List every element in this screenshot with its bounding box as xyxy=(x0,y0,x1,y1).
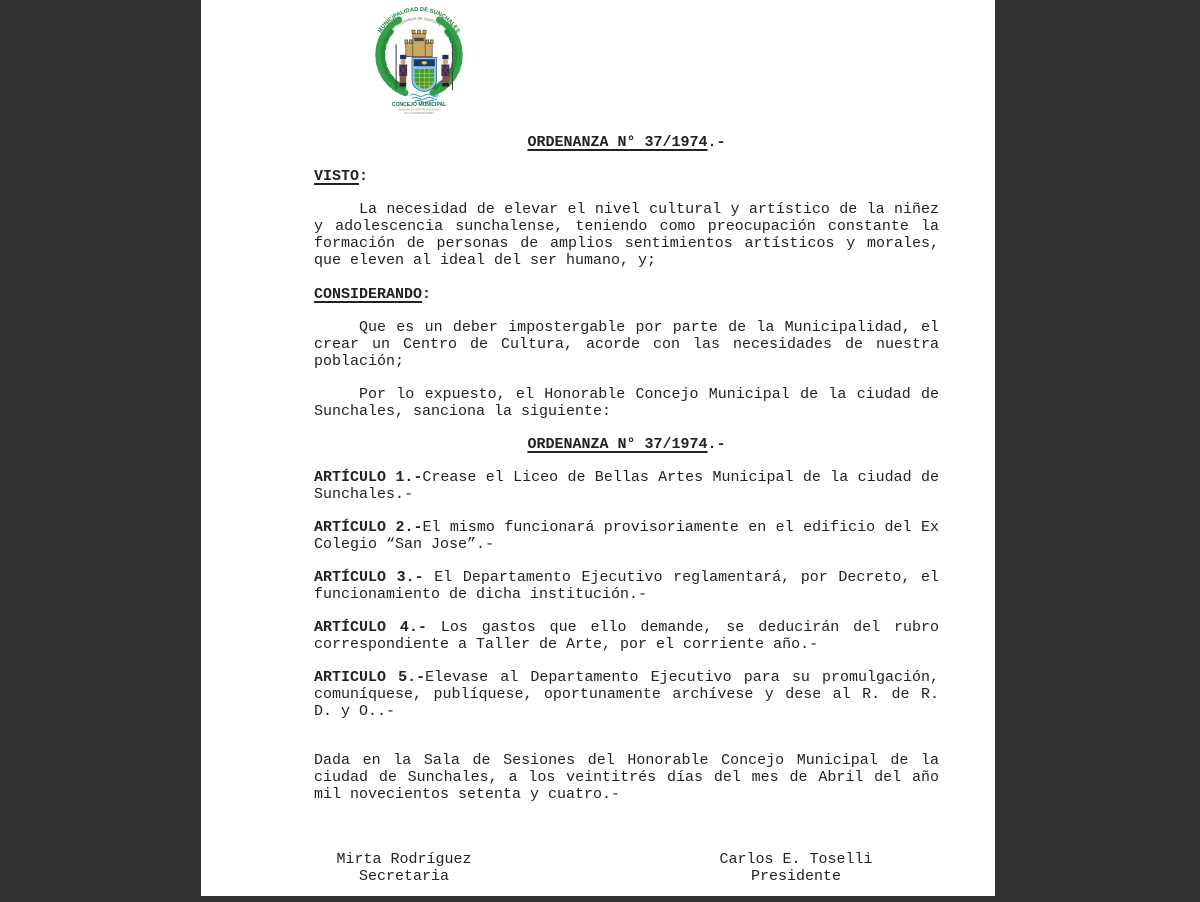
article-4 xyxy=(314,619,939,653)
article-1-text: Crease el Liceo de Bellas Artes Municipal de la ciudad de Sunchales.- xyxy=(314,469,939,503)
considerando-paragraph-2: Por lo expuesto, el Honorable Concejo Municipal de la ciudad de Sunchales, sanciona la siguiente: xyxy=(314,386,939,420)
document-body xyxy=(314,134,939,885)
castle-icon xyxy=(405,30,433,56)
article-3-text: El Departamento Ejecutivo reglamentará, por Decreto, el funcionamiento de dicha institución.- xyxy=(314,569,939,603)
signature-block xyxy=(314,851,939,885)
article-4-text: Los gastos que ello demande, se deducirán del rubro correspondiente a Taller de Arte, por el corriente año.- xyxy=(314,619,939,653)
visto-label: VISTO xyxy=(314,168,360,185)
considerando-label: CONSIDERANDO xyxy=(314,286,423,303)
considerando-heading xyxy=(314,286,939,303)
document-page xyxy=(201,0,995,896)
secretary-name: Mirta Rodríguez xyxy=(336,851,472,868)
article-3 xyxy=(314,569,939,603)
visto-paragraph: La necesidad de elevar el nivel cultural y artístico de la niñez y adolescencia sunchalense, teniendo como preocupación constante la formación de personas de amplios sentimientos artísticos y morales, que eleven al ideal del ser humano, y; xyxy=(314,201,939,269)
ordinance-title xyxy=(314,134,939,151)
article-1 xyxy=(314,469,939,503)
signature-president xyxy=(706,851,886,885)
crest-arc-title: MUNICIPALIDAD DE SUNCHALES xyxy=(377,6,461,35)
article-4-label: ARTÍCULO 4.- xyxy=(314,619,427,636)
president-name: Carlos E. Toselli xyxy=(719,851,873,868)
article-2-text: El mismo funcionará provisoriamente en el edificio del Ex Colegio “San Jose”.- xyxy=(314,519,939,553)
crest-caption-line1: SUNCHALES CAPITAL NACIONAL xyxy=(398,108,440,112)
municipality-crest xyxy=(375,2,463,120)
ordinance-title-text: ORDENANZA N° 37/1974 xyxy=(527,134,708,151)
president-role: Presidente xyxy=(750,868,841,885)
crest-caption-main: CONCEJO MUNICIPAL xyxy=(391,101,447,108)
signature-secretary xyxy=(314,851,494,885)
article-2 xyxy=(314,519,939,553)
crest-svg xyxy=(375,2,463,120)
ordinance-title-repeat xyxy=(314,436,939,453)
article-3-label: ARTÍCULO 3.- xyxy=(314,569,424,586)
crest-caption-line2: DEL COOPERATIVISMO xyxy=(404,112,434,116)
article-1-label: ARTÍCULO 1.- xyxy=(314,469,423,486)
visto-heading xyxy=(314,168,939,185)
article-5 xyxy=(314,669,939,720)
crest-arc-subtitle: PROVINCIA DE SANTA FE xyxy=(396,16,442,28)
article-5-label: ARTICULO 5.- xyxy=(314,669,426,686)
closing-paragraph: Dada en la Sala de Sesiones del Honorable Concejo Municipal de la ciudad de Sunchales, a los veintitrés días del mes de Abril del año mil novecientos setenta y cuatro.- xyxy=(314,752,939,803)
ordinance-title-repeat-text: ORDENANZA N° 37/1974 xyxy=(527,436,708,453)
ordinance-title-suffix: .- xyxy=(707,134,726,151)
secretary-role: Secretaria xyxy=(358,868,449,885)
considerando-paragraph-1: Que es un deber impostergable por parte de la Municipalidad, el crear un Centro de Cultura, acorde con las necesidades de nuestra población; xyxy=(314,319,939,370)
considerando-colon: : xyxy=(422,286,432,303)
visto-colon: : xyxy=(359,168,369,185)
article-2-label: ARTÍCULO 2.- xyxy=(314,519,423,536)
article-5-text: Elevase al Departamento Ejecutivo para su promulgación, comuníquese, publíquese, oportunamente archívese y dese al R. de R. D. y O..- xyxy=(314,669,939,720)
shield-icon xyxy=(412,57,437,91)
ordinance-title-repeat-suffix: .- xyxy=(707,436,726,453)
